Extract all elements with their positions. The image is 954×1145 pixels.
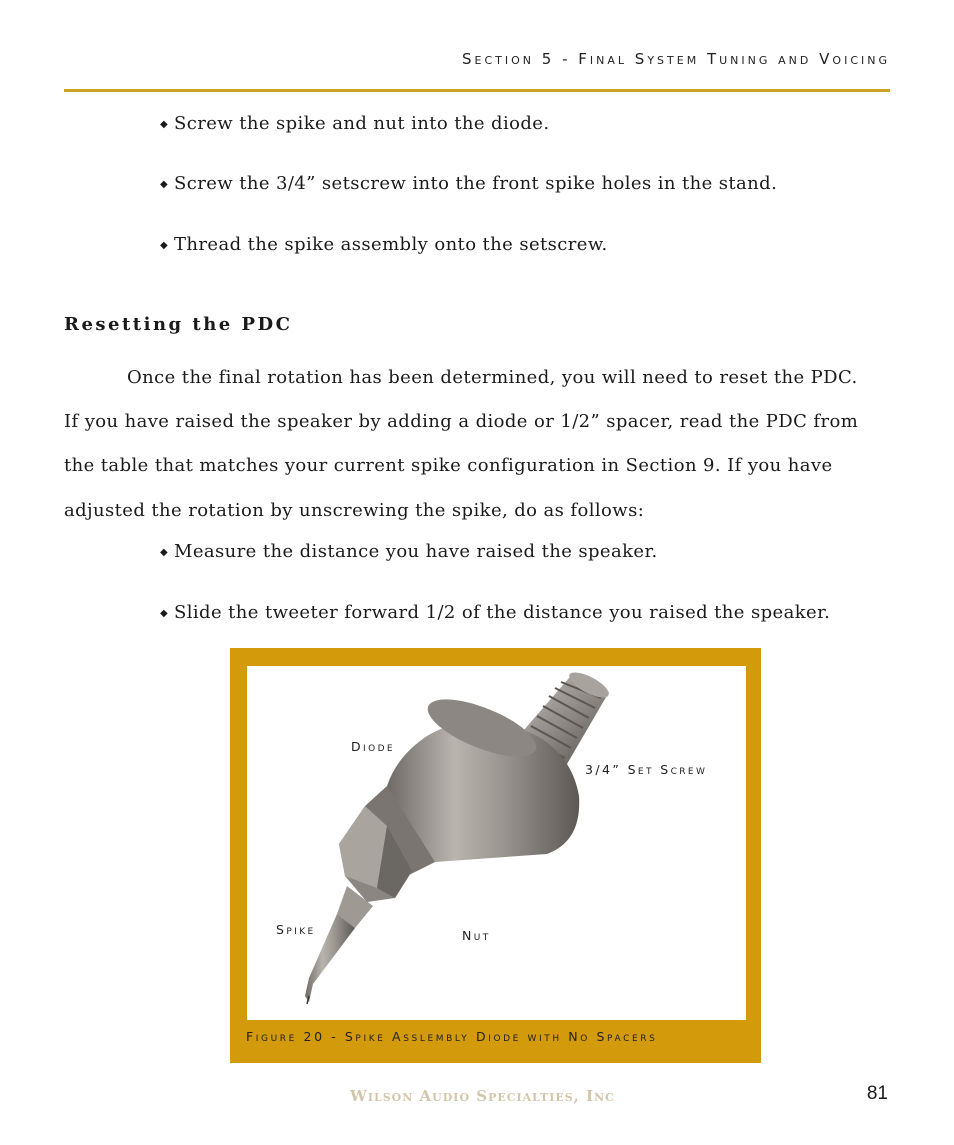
spike-label: Spike — [276, 922, 316, 937]
figure-image-area — [247, 666, 746, 1020]
bullet-text: Screw the 3/4” setscrew into the front spike holes in the stand. — [174, 173, 778, 194]
bullet-icon: ◆ — [160, 179, 169, 190]
nut-label: Nut — [462, 928, 491, 943]
figure-frame — [230, 648, 761, 1063]
figure-caption: Figure 20 - Spike Asslembly Diode with No Spacers — [246, 1029, 658, 1044]
bullet-item — [160, 173, 777, 194]
set-screw-label: 3/4” Set Screw — [585, 762, 708, 777]
bullet-text: Thread the spike assembly onto the setscrew. — [174, 234, 608, 255]
spike-assembly-illustration — [247, 666, 746, 1020]
bullet-text: Screw the spike and nut into the diode. — [174, 113, 550, 134]
paragraph-line: adjusted the rotation by unscrewing the spike, do as follows: — [64, 500, 645, 521]
bullet-icon: ◆ — [160, 240, 169, 251]
diode-label: Diode — [351, 739, 395, 754]
bullet-icon: ◆ — [160, 119, 169, 130]
bullet-text: Measure the distance you have raised the speaker. — [174, 541, 658, 562]
paragraph-line: Once the final rotation has been determined, you will need to reset the PDC. — [127, 367, 858, 388]
paragraph-line: If you have raised the speaker by adding a diode or 1/2” spacer, read the PDC from — [64, 411, 859, 432]
section-heading: Resetting the PDC — [64, 314, 293, 335]
bullet-item — [160, 541, 658, 562]
bullet-item — [160, 234, 608, 255]
page-number: 81 — [866, 1083, 888, 1104]
spike-shape — [305, 886, 373, 1004]
bullet-icon: ◆ — [160, 547, 169, 558]
bullet-icon: ◆ — [160, 608, 169, 619]
header-rule — [64, 89, 890, 92]
company-logo: Wilson Audio Specialties, Inc — [350, 1087, 615, 1105]
section-header: Section 5 - Final System Tuning and Voicing — [462, 50, 890, 68]
bullet-item — [160, 113, 549, 134]
paragraph-line: the table that matches your current spike configuration in Section 9. If you have — [64, 455, 833, 476]
bullet-item — [160, 602, 830, 623]
bullet-text: Slide the tweeter forward 1/2 of the distance you raised the speaker. — [174, 602, 831, 623]
